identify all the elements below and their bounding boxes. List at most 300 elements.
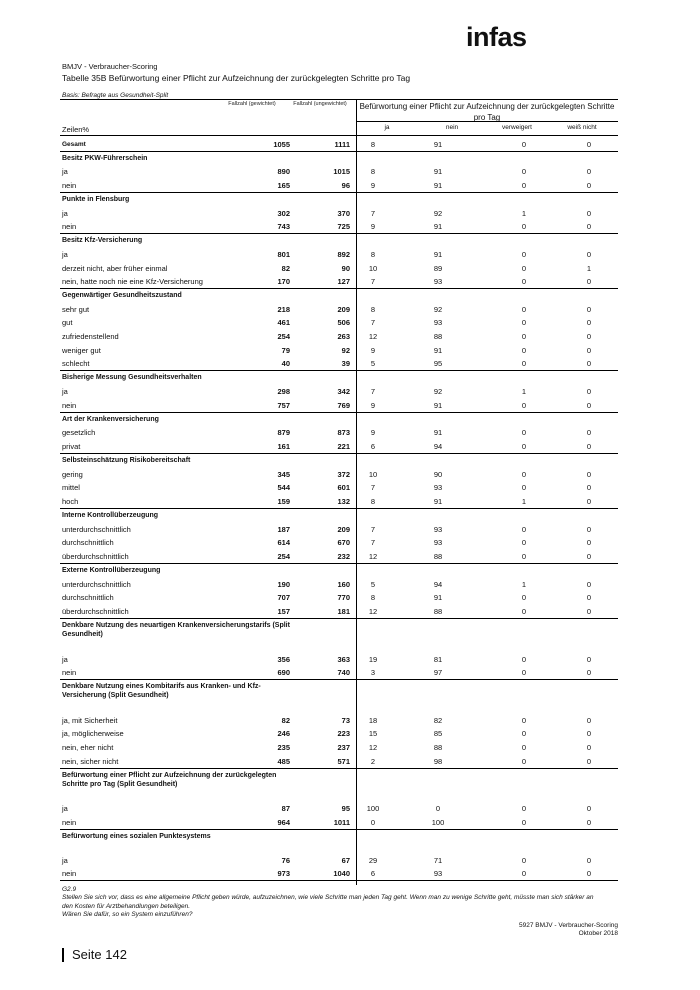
pct-wn-cell: 0 — [586, 387, 592, 397]
pct-verw-cell: 0 — [521, 304, 527, 314]
pct-verw-cell: 0 — [521, 654, 527, 664]
pct-nein-cell: 97 — [433, 668, 443, 678]
pct-ja-cell: 3 — [370, 668, 376, 678]
zeilen-label: Zeilen% — [62, 125, 90, 134]
fallzahl-gewichtet-cell: 187 — [277, 524, 290, 534]
table-row — [60, 398, 618, 412]
table-row — [60, 384, 618, 398]
fallzahl-gewichtet-cell: 76 — [281, 855, 290, 865]
fallzahl-ungewichtet-cell: 892 — [337, 249, 350, 259]
group-heading-row — [60, 412, 618, 426]
pct-verw-cell: 1 — [521, 496, 527, 506]
group-heading-row — [60, 453, 618, 467]
fallzahl-ungewichtet-cell: 90 — [341, 263, 350, 273]
row-label: Denkbare Nutzung eines Kombitarifs aus Kranken- und Kfz-Versicherung (Split Gesundheit) — [62, 683, 261, 700]
fallzahl-ungewichtet-cell: 740 — [337, 668, 350, 678]
pct-nein-cell: 93 — [433, 318, 443, 328]
table-row — [60, 741, 618, 755]
pct-wn-cell: 0 — [586, 304, 592, 314]
pct-nein-cell: 93 — [433, 483, 443, 493]
fallzahl-ungewichtet-cell: 181 — [337, 606, 350, 616]
group-heading-row — [60, 233, 618, 247]
pct-nein-cell: 91 — [433, 496, 443, 506]
pct-verw-cell: 1 — [521, 208, 527, 218]
row-label: weniger gut — [62, 345, 101, 355]
fallzahl-gewichtet-cell: 246 — [277, 729, 290, 739]
fallzahl-gewichtet-cell: 302 — [277, 208, 290, 218]
pct-nein-cell: 82 — [433, 715, 443, 725]
group-heading-row — [60, 370, 618, 384]
row-label: Interne Kontrollüberzeugung — [62, 512, 159, 519]
pct-ja-cell: 19 — [368, 654, 378, 664]
pct-verw-cell: 0 — [521, 729, 527, 739]
pct-nein-cell: 71 — [433, 855, 443, 865]
fallzahl-ungewichtet-cell: 1011 — [333, 818, 350, 828]
table-row — [60, 867, 618, 881]
table-row — [60, 666, 618, 680]
group-heading-row — [60, 829, 618, 853]
table-row — [60, 481, 618, 495]
fallzahl-ungewichtet-cell: 39 — [341, 359, 350, 369]
table-row — [60, 713, 618, 727]
table-row — [60, 815, 618, 829]
fallzahl-gewichtet-cell: 235 — [277, 743, 290, 753]
page-number: Seite 142 — [72, 947, 127, 962]
fallzahl-ungewichtet-cell: 770 — [337, 593, 350, 603]
fallzahl-gewichtet-cell: 254 — [277, 332, 290, 342]
fallzahl-gewichtet-cell: 218 — [277, 304, 290, 314]
pct-nein-cell: 94 — [433, 442, 443, 452]
pct-wn-cell: 0 — [586, 729, 592, 739]
pct-verw-cell: 0 — [521, 869, 527, 879]
row-label: durchschnittlich — [62, 538, 114, 548]
table-row — [60, 604, 618, 618]
fallzahl-gewichtet-cell: 461 — [277, 318, 290, 328]
total-row — [60, 137, 618, 151]
pct-ja-cell: 7 — [370, 318, 376, 328]
pct-wn-cell: 0 — [586, 593, 592, 603]
row-label: ja — [62, 387, 68, 397]
pct-wn-cell: 0 — [586, 668, 592, 678]
row-label: Punkte in Flensburg — [62, 195, 130, 203]
row-label: ja — [62, 804, 68, 814]
fallzahl-gewichtet-cell: 82 — [281, 715, 290, 725]
infas-logo: infas — [466, 22, 527, 52]
pct-verw-cell: 0 — [521, 756, 527, 766]
fallzahl-ungewichtet-cell: 370 — [337, 208, 350, 218]
pct-ja-cell: 6 — [370, 442, 376, 452]
row-label: nein, eher nicht — [62, 743, 114, 753]
pct-wn-cell: 0 — [586, 442, 592, 452]
pct-verw-cell: 0 — [521, 318, 527, 328]
pct-ja-cell: 8 — [370, 304, 376, 314]
fallzahl-ungewichtet-cell: 73 — [341, 715, 350, 725]
pct-verw-cell: 0 — [521, 359, 527, 369]
pct-nein-cell: 88 — [433, 551, 443, 561]
pct-verw-cell: 0 — [521, 222, 527, 232]
pct-ja-cell: 8 — [370, 139, 376, 149]
row-label: Externe Kontrollüberzeugung — [62, 566, 161, 574]
pct-ja-cell: 6 — [370, 869, 376, 879]
fallzahl-gewichtet-cell: 298 — [277, 387, 290, 397]
pct-nein-cell: 91 — [433, 428, 443, 438]
fallzahl-ungewichtet-cell: 363 — [337, 654, 350, 664]
fallzahl-ungewichtet-cell: 571 — [337, 756, 350, 766]
table-row — [60, 754, 618, 768]
fallzahl-ungewichtet-cell: 209 — [337, 524, 350, 534]
pct-nein-cell: 100 — [431, 818, 445, 828]
table-row — [60, 652, 618, 666]
fallzahl-gewichtet-cell: 1055 — [273, 139, 290, 149]
pct-ja-cell: 10 — [368, 469, 378, 479]
pct-ja-cell: 10 — [368, 263, 378, 273]
table-row — [60, 357, 618, 371]
fallzahl-gewichtet-cell: 614 — [277, 538, 290, 548]
fallzahl-gewichtet-cell: 79 — [281, 345, 290, 355]
fallzahl-ungewichtet-cell: 725 — [337, 222, 350, 232]
row-label: nein — [62, 668, 77, 678]
pct-verw-cell: 0 — [521, 180, 527, 190]
fallzahl-gewichtet-cell: 356 — [277, 654, 290, 664]
fallzahl-ungewichtet-cell: 92 — [341, 345, 350, 355]
pct-nein-cell: 94 — [433, 579, 443, 589]
fallzahl-ungewichtet-cell: 96 — [341, 180, 350, 190]
pct-ja-cell: 15 — [368, 729, 378, 739]
group-heading-row — [60, 563, 618, 577]
pct-nein-cell: 91 — [433, 222, 443, 232]
pct-wn-cell: 0 — [586, 654, 592, 664]
table-row — [60, 220, 618, 234]
pct-ja-cell: 7 — [370, 524, 376, 534]
pct-wn-cell: 0 — [586, 167, 592, 177]
table-row — [60, 727, 618, 741]
pct-verw-cell: 1 — [521, 387, 527, 397]
header-bottom-rule — [60, 135, 618, 136]
fallzahl-gewichtet-cell: 707 — [277, 593, 290, 603]
pct-wn-cell: 0 — [586, 855, 592, 865]
row-label: Befürwortung eines sozialen Punktesystems — [62, 833, 211, 841]
pct-wn-cell: 0 — [586, 428, 592, 438]
fallzahl-gewichtet-cell: 690 — [277, 668, 290, 678]
fallzahl-ungewichtet-cell: 221 — [337, 442, 350, 452]
pct-ja-cell: 7 — [370, 538, 376, 548]
row-label: Befürwortung einer Pflicht zur Aufzeichnung der zurückgelegten Schritte pro Tag (Split Gesundheit) — [62, 771, 277, 788]
fallzahl-ungewichtet-cell: 127 — [337, 277, 350, 287]
row-label: ja — [62, 208, 68, 218]
pct-verw-cell: 0 — [521, 483, 527, 493]
pct-wn-cell: 0 — [586, 345, 592, 355]
report-title: BMJV - Verbraucher-Scoring — [62, 62, 158, 71]
row-label: zufriedenstellend — [62, 332, 119, 342]
row-label: nein — [62, 400, 77, 410]
basis-note: Basis: Befragte aus Gesundheit-Split — [62, 92, 169, 99]
pct-verw-cell: 0 — [521, 469, 527, 479]
row-label: Besitz PKW-Führerschein — [62, 154, 148, 162]
pct-ja-cell: 9 — [370, 400, 376, 410]
table-row — [60, 275, 618, 289]
pct-verw-cell: 0 — [521, 442, 527, 452]
pct-nein-cell: 95 — [433, 359, 443, 369]
group-heading-row — [60, 679, 618, 713]
pct-ja-cell: 7 — [370, 277, 376, 287]
pct-ja-cell: 12 — [368, 332, 378, 342]
row-label: Bisherige Messung Gesundheitsverhalten — [62, 374, 202, 382]
pct-wn-cell: 0 — [586, 869, 592, 879]
pct-ja-cell: 2 — [370, 756, 376, 766]
group-heading-row — [60, 508, 618, 522]
pct-nein-cell: 89 — [433, 263, 443, 273]
footnote-code: G2.9 — [62, 886, 77, 893]
row-label: Selbsteinschätzung Risikobereitschaft — [62, 457, 191, 465]
table-row — [60, 206, 618, 220]
pct-wn-cell: 1 — [586, 263, 592, 273]
pct-wn-cell: 0 — [586, 332, 592, 342]
pct-wn-cell: 0 — [586, 139, 592, 149]
pct-nein-cell: 88 — [433, 332, 443, 342]
pct-ja-cell: 29 — [368, 855, 378, 865]
table-row — [60, 247, 618, 261]
pct-nein-cell: 91 — [433, 180, 443, 190]
pct-wn-cell: 0 — [586, 743, 592, 753]
fallzahl-ungewichtet-cell: 873 — [337, 428, 350, 438]
row-label: Art der Krankenversicherung — [62, 415, 159, 423]
pct-wn-cell: 0 — [586, 359, 592, 369]
pct-nein-cell: 93 — [433, 538, 443, 548]
group-underline — [356, 121, 618, 122]
fallzahl-ungewichtet-cell: 1111 — [334, 139, 350, 149]
pct-ja-cell: 5 — [370, 359, 376, 369]
row-label: Gesamt — [62, 140, 86, 148]
fallzahl-ungewichtet-cell: 1040 — [333, 869, 350, 879]
table-row — [60, 577, 618, 591]
pct-verw-cell: 0 — [521, 855, 527, 865]
row-label: nein, sicher nicht — [62, 756, 119, 766]
pct-verw-cell: 0 — [521, 428, 527, 438]
pct-nein-cell: 92 — [433, 304, 443, 314]
col-nein: nein — [445, 124, 459, 131]
pct-ja-cell: 8 — [370, 249, 376, 259]
pct-wn-cell: 0 — [586, 318, 592, 328]
fallzahl-gewichtet-cell: 40 — [281, 359, 290, 369]
pct-ja-cell: 12 — [368, 606, 378, 616]
fallzahl-gewichtet-cell: 87 — [281, 804, 290, 814]
footnote-text-3: Wären Sie dafür, so ein System einzuführen? — [62, 911, 193, 918]
table-title: Tabelle 35B Befürwortung einer Pflicht zur Aufzeichnung der zurückgelegten Schritte pro Tag — [62, 73, 411, 83]
pct-nein-cell: 93 — [433, 277, 443, 287]
table-row — [60, 853, 618, 867]
pct-nein-cell: 91 — [433, 167, 443, 177]
table-row — [60, 426, 618, 440]
pct-verw-cell: 0 — [521, 263, 527, 273]
pct-wn-cell: 0 — [586, 538, 592, 548]
row-label: derzeit nicht, aber früher einmal — [62, 263, 168, 273]
group-heading-row — [60, 192, 618, 206]
pct-wn-cell: 0 — [586, 551, 592, 561]
pct-wn-cell: 0 — [586, 818, 592, 828]
row-label: sehr gut — [62, 304, 90, 314]
pct-nein-cell: 0 — [435, 804, 441, 814]
fallzahl-ungewichtet-cell: 67 — [341, 855, 350, 865]
pct-nein-cell: 81 — [433, 654, 443, 664]
pct-wn-cell: 0 — [586, 208, 592, 218]
pct-verw-cell: 0 — [521, 804, 527, 814]
pct-nein-cell: 91 — [433, 139, 443, 149]
fallzahl-ungewichtet-cell: 342 — [337, 387, 350, 397]
pct-wn-cell: 0 — [586, 496, 592, 506]
group-heading-row — [60, 288, 618, 302]
footnote-text-1: Stellen Sie sich vor, dass es eine allgemeine Pflicht geben würde, aufzuzeichnen, wie viele Schritte man jeden Tag geht. Wenn man zu wenige Schritte geht, müsste man sich stärker an — [62, 894, 594, 901]
row-label: überdurchschnittlich — [62, 551, 129, 561]
pct-wn-cell: 0 — [586, 469, 592, 479]
group-heading-row — [60, 768, 618, 802]
footnote-text-2: den Kosten für Arztbehandlungen beteiligen. — [62, 903, 191, 910]
table-row — [60, 522, 618, 536]
table-row — [60, 165, 618, 179]
fallzahl-ungewichtet-cell: 372 — [337, 469, 350, 479]
table-row — [60, 316, 618, 330]
group-heading-row — [60, 151, 618, 165]
row-label: ja — [62, 855, 68, 865]
fallzahl-gewichtet-cell: 485 — [277, 756, 290, 766]
table-row — [60, 302, 618, 316]
table-row — [60, 330, 618, 344]
fallzahl-ungewichtet-cell: 1015 — [333, 167, 350, 177]
pct-ja-cell: 12 — [368, 743, 378, 753]
pct-verw-cell: 0 — [521, 400, 527, 410]
fallzahl-gewichtet-cell: 190 — [277, 579, 290, 589]
row-label: unterdurchschnittlich — [62, 524, 131, 534]
table-row — [60, 802, 618, 816]
fallzahl-gewichtet-cell: 801 — [277, 249, 290, 259]
fallzahl-gewichtet-cell: 973 — [277, 869, 290, 879]
pct-verw-cell: 0 — [521, 818, 527, 828]
pct-verw-cell: 0 — [521, 345, 527, 355]
pct-nein-cell: 91 — [433, 249, 443, 259]
col-weiss-nicht: weiß nicht — [567, 124, 597, 131]
pct-ja-cell: 12 — [368, 551, 378, 561]
fallzahl-ungewichtet-cell: 95 — [341, 804, 350, 814]
pct-wn-cell: 0 — [586, 579, 592, 589]
fallzahl-gewichtet-cell: 890 — [277, 167, 290, 177]
pct-wn-cell: 0 — [586, 180, 592, 190]
section-rule — [60, 880, 618, 881]
table-row — [60, 591, 618, 605]
row-label: Denkbare Nutzung des neuartigen Krankenversicherungstarifs (Split Gesundheit) — [62, 621, 290, 638]
row-label: gesetzlich — [62, 428, 96, 438]
fallzahl-ungewichtet-cell: 263 — [337, 332, 350, 342]
col-fallzahl-gewichtet: Fallzahl (gewichtet) — [228, 101, 276, 107]
table-top-rule — [60, 99, 618, 100]
row-label: Gegenwärtiger Gesundheitszustand — [62, 292, 182, 300]
pct-verw-cell: 0 — [521, 538, 527, 548]
pct-wn-cell: 0 — [586, 222, 592, 232]
row-label: schlecht — [62, 359, 90, 369]
fallzahl-ungewichtet-cell: 237 — [337, 743, 350, 753]
pct-verw-cell: 0 — [521, 139, 527, 149]
table-row — [60, 261, 618, 275]
pct-ja-cell: 18 — [368, 715, 378, 725]
table-row — [60, 549, 618, 563]
row-label: ja — [62, 654, 68, 664]
fallzahl-gewichtet-cell: 743 — [277, 222, 290, 232]
row-label: unterdurchschnittlich — [62, 579, 131, 589]
fallzahl-gewichtet-cell: 170 — [277, 277, 290, 287]
pct-ja-cell: 9 — [370, 222, 376, 232]
fallzahl-gewichtet-cell: 159 — [277, 496, 290, 506]
fallzahl-gewichtet-cell: 82 — [281, 263, 290, 273]
pct-wn-cell: 0 — [586, 483, 592, 493]
pct-ja-cell: 9 — [370, 180, 376, 190]
pct-nein-cell: 98 — [433, 756, 443, 766]
pct-nein-cell: 91 — [433, 400, 443, 410]
fallzahl-gewichtet-cell: 165 — [277, 180, 290, 190]
pct-verw-cell: 0 — [521, 743, 527, 753]
table-row — [60, 343, 618, 357]
pct-nein-cell: 92 — [433, 208, 443, 218]
row-label: gut — [62, 318, 73, 328]
pct-verw-cell: 0 — [521, 167, 527, 177]
group-heading-row — [60, 618, 618, 652]
pct-ja-cell: 7 — [370, 387, 376, 397]
fallzahl-gewichtet-cell: 157 — [277, 606, 290, 616]
pct-ja-cell: 5 — [370, 579, 376, 589]
fallzahl-ungewichtet-cell: 769 — [337, 400, 350, 410]
col-group-title: Befürwortung einer Pflicht zur Aufzeichnung der zurückgelegten Schritte pro Tag — [359, 102, 615, 122]
pct-wn-cell: 0 — [586, 277, 592, 287]
col-verweigert: verweigert — [502, 124, 532, 131]
table-row — [60, 536, 618, 550]
row-label: hoch — [62, 496, 79, 506]
fallzahl-ungewichtet-cell: 209 — [337, 304, 350, 314]
pct-wn-cell: 0 — [586, 249, 592, 259]
pct-ja-cell: 7 — [370, 483, 376, 493]
row-label: nein — [62, 180, 77, 190]
fallzahl-ungewichtet-cell: 132 — [337, 496, 350, 506]
footer-project: 5927 BMJV - Verbraucher-Scoring — [519, 922, 618, 929]
fallzahl-gewichtet-cell: 879 — [277, 428, 290, 438]
fallzahl-gewichtet-cell: 544 — [277, 483, 290, 493]
pct-ja-cell: 7 — [370, 208, 376, 218]
pct-nein-cell: 93 — [433, 869, 443, 879]
pct-verw-cell: 0 — [521, 551, 527, 561]
fallzahl-ungewichtet-cell: 601 — [337, 483, 350, 493]
pct-wn-cell: 0 — [586, 715, 592, 725]
row-label: ja — [62, 167, 68, 177]
fallzahl-ungewichtet-cell: 232 — [337, 551, 350, 561]
table-row — [60, 178, 618, 192]
row-label: nein, hatte noch nie eine Kfz-Versicherung — [62, 277, 203, 287]
fallzahl-ungewichtet-cell: 670 — [337, 538, 350, 548]
pct-nein-cell: 93 — [433, 524, 443, 534]
row-label: gering — [62, 469, 83, 479]
row-label: ja — [62, 249, 68, 259]
fallzahl-ungewichtet-cell: 160 — [337, 579, 350, 589]
pct-verw-cell: 0 — [521, 249, 527, 259]
pct-nein-cell: 88 — [433, 743, 443, 753]
pct-verw-cell: 0 — [521, 524, 527, 534]
page-marker — [62, 948, 64, 962]
pct-verw-cell: 0 — [521, 593, 527, 603]
pct-verw-cell: 0 — [521, 332, 527, 342]
col-fallzahl-ungewichtet: Fallzahl (ungewichtet) — [293, 101, 347, 107]
row-label: nein — [62, 869, 77, 879]
fallzahl-gewichtet-cell: 345 — [277, 469, 290, 479]
row-label: nein — [62, 818, 77, 828]
row-label: nein — [62, 222, 77, 232]
pct-verw-cell: 0 — [521, 668, 527, 678]
pct-wn-cell: 0 — [586, 524, 592, 534]
table-row — [60, 439, 618, 453]
